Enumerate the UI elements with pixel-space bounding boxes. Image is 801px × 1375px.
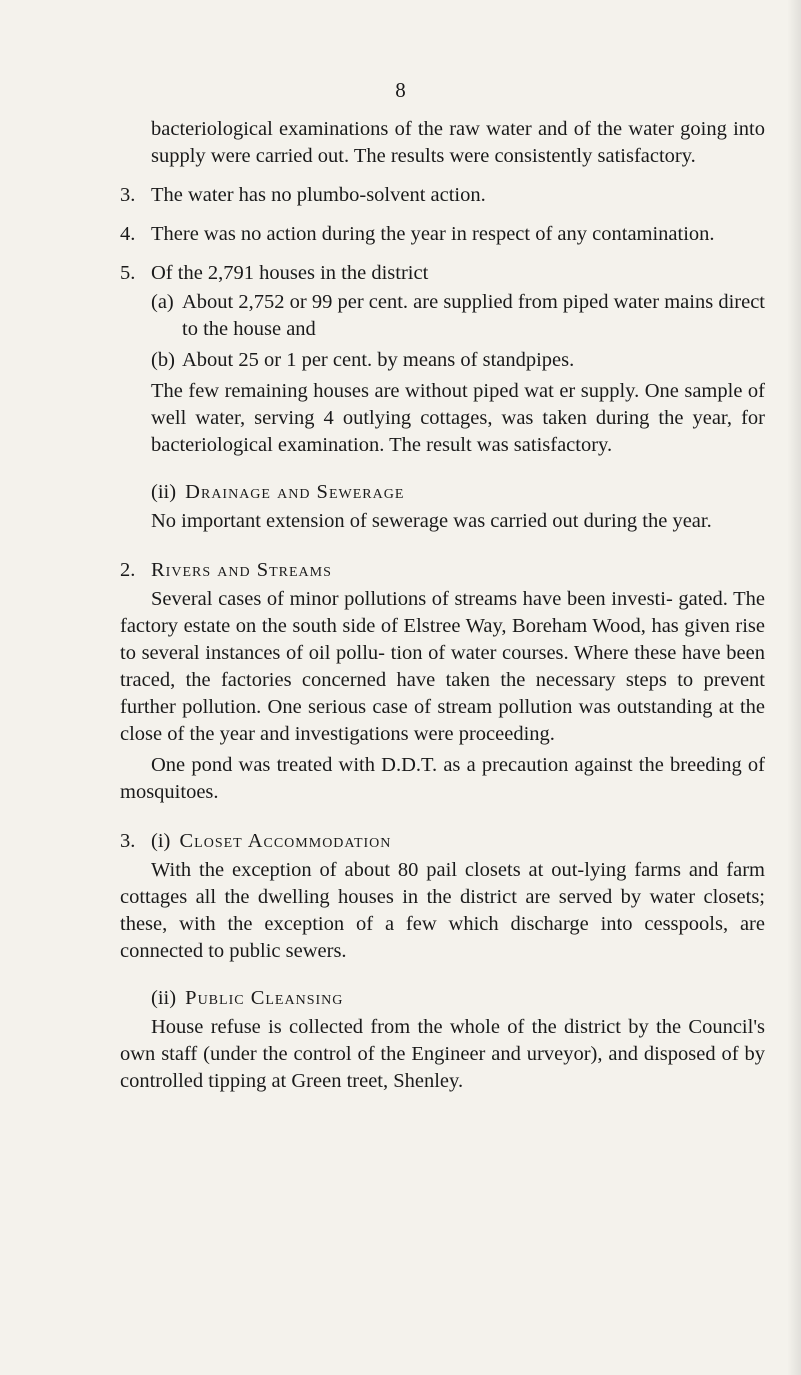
item-4 <box>120 221 765 248</box>
drainage-text: No important extension of sewerage was carried out during the year. <box>151 510 712 532</box>
item-number: 5. <box>120 262 136 284</box>
drainage-heading <box>120 479 765 506</box>
subitem-letter: (a) <box>151 291 174 313</box>
drainage-title: Drainage and Sewerage <box>185 481 405 503</box>
cleansing-heading <box>120 985 765 1012</box>
subitem-text: About 25 or 1 per cent. by means of standpipes. <box>182 349 575 371</box>
item-number: 3. <box>120 184 136 206</box>
rivers-title: Rivers and Streams <box>151 559 332 581</box>
remaining-houses-paragraph: The few remaining houses are without piped wat er supply. One sample of well water, serving 4 outlying cottages, was taken during the year, for bacteriological examination. The result was satisfactory. <box>151 380 765 456</box>
subitem-text: About 2,752 or 99 per cent. are supplied from piped water mains direct to the house and <box>182 291 765 340</box>
rivers-paragraph-2: One pond was treated with D.D.T. as a precaution against the breeding of mosquitoes. <box>120 754 765 803</box>
closet-number: 3. <box>120 830 136 852</box>
item-text: Of the 2,791 houses in the district <box>151 262 429 284</box>
page-edge-shadow <box>787 0 801 1375</box>
page-content <box>120 116 765 1095</box>
drainage-label: (ii) <box>151 481 177 503</box>
cleansing-text: House refuse is collected from the whole of the district by the Council's own staff (under the control of the Engineer and urveyor), and disposed of by controlled tipping at Green treet, Shenley. <box>120 1016 765 1092</box>
item-5 <box>120 260 765 459</box>
item-text: There was no action during the year in respect of any contamination. <box>151 223 715 245</box>
cleansing-label: (ii) <box>151 987 177 1009</box>
closet-label: (i) <box>151 830 171 852</box>
rivers-paragraph-1: Several cases of minor pollutions of streams have been investi- gated. The factory estate on the south side of Elstree Way, Boreham Wood, has given rise to several instances of oil pollu- tion of water courses. Where these have been traced, the factories concerned have taken the necessary steps to prevent further pollution. One serious case of stream pollution was outstanding at the close of the year and investigations were proceeding. <box>120 588 765 745</box>
closet-title: Closet Accommodation <box>179 830 392 852</box>
closet-heading <box>120 828 765 855</box>
rivers-heading <box>120 557 765 584</box>
item-text: The water has no plumbo-solvent action. <box>151 184 486 206</box>
item-number: 4. <box>120 223 136 245</box>
subitem-a <box>151 289 765 343</box>
cleansing-title: Public Cleansing <box>185 987 344 1009</box>
subitem-b <box>151 347 765 374</box>
page-number: 8 <box>395 78 406 102</box>
rivers-number: 2. <box>120 559 136 581</box>
closet-text: With the exception of about 80 pail closets at out-lying farms and farm cottages all the dwelling houses in the district are served by water closets; these, with the exception of a few which discharge into cesspools, are connected to public sewers. <box>120 859 765 962</box>
item-3 <box>120 182 765 209</box>
subitem-letter: (b) <box>151 349 175 371</box>
opening-paragraph: bacteriological examinations of the raw water and of the water going into supply were carried out. The results were consistently satisfactory. <box>151 118 765 167</box>
